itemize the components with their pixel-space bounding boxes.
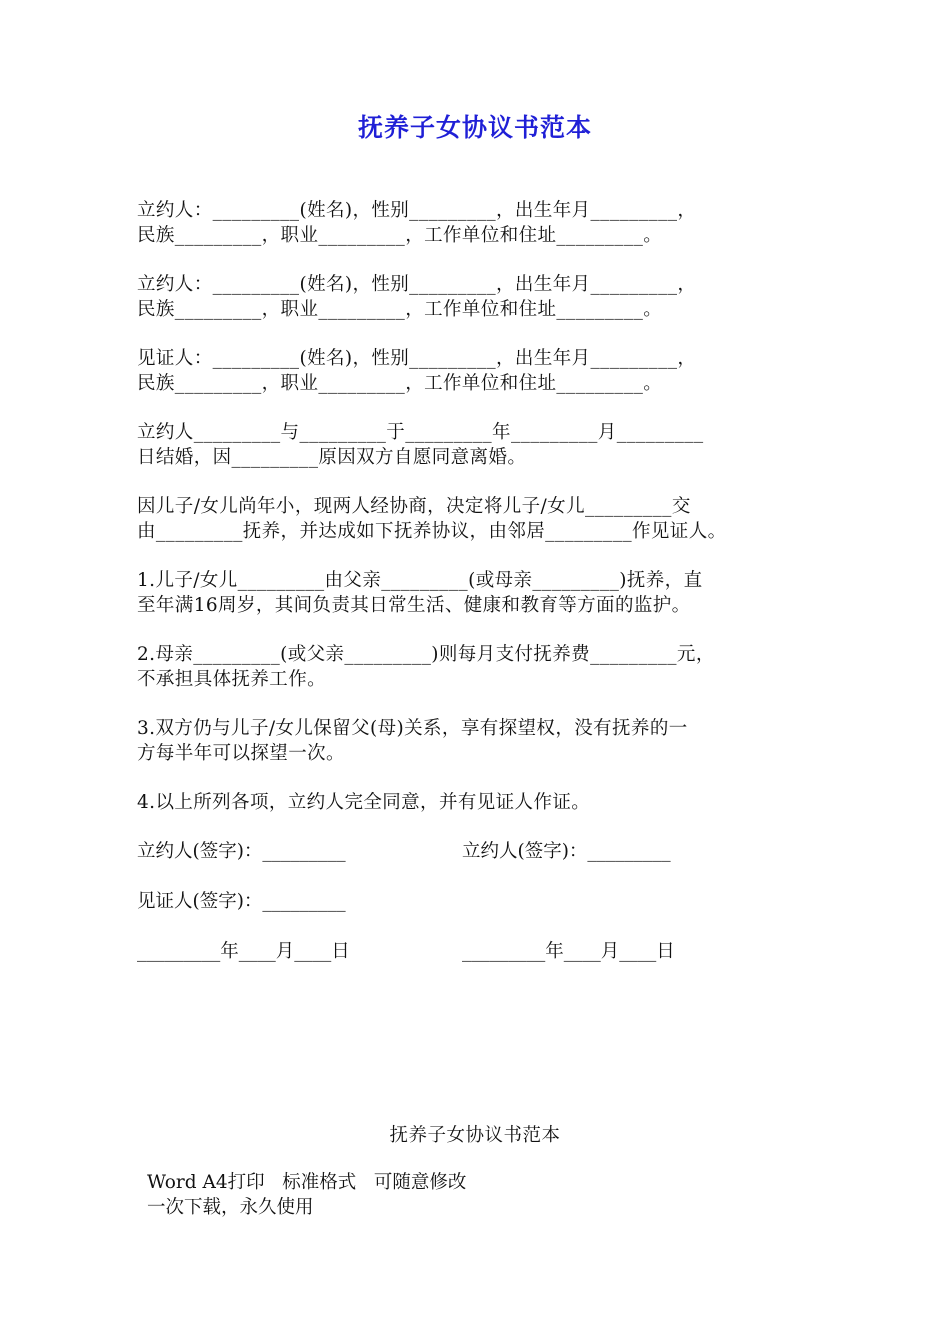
witness-signature: 见证人(签字)：_________ (137, 891, 346, 912)
footer-title: 抚养子女协议书范本 (389, 1125, 561, 1146)
witness-signature-row (137, 889, 827, 914)
party-b-info: 立约人：_________(姓名)，性别_________，出生年月_________， 民族_________，职业_________，工作单位和住址_________。 (137, 274, 697, 320)
footer-note-line2: 一次下载，永久使用 (147, 1197, 314, 1218)
clause-2: 2.母亲_________(或父亲_________)则每月支付抚养费_________元， 不承担具体抚养工作。 (137, 644, 715, 690)
date-right: _________年____月____日 (462, 941, 675, 962)
date-row (137, 939, 827, 964)
clause-3: 3.双方仍与儿子/女儿保留父(母)关系，享有探望权，没有抚养的一 方每半年可以探望一次。 (137, 718, 688, 764)
footer-note-line1: Word A4打印 标准格式 可随意修改 (147, 1172, 467, 1193)
clause-4: 4.以上所列各项，立约人完全同意，并有见证人作证。 (137, 792, 591, 813)
party-b-signature: 立约人(签字)：_________ (462, 841, 671, 862)
clause-1: 1.儿子/女儿_________由父亲_________(或母亲_________)抚养，直 至年满16周岁，其间负责其日常生活、健康和教育等方面的监护。 (137, 570, 703, 616)
document-body (137, 198, 827, 989)
party-a-signature: 立约人(签字)：_________ (137, 841, 346, 862)
agreement-preamble: 因儿子/女儿尚年小，现两人经协商，决定将儿子/女儿_________交 由_________抚养，并达成如下抚养协议，由邻居_________作见证人。 (137, 496, 727, 542)
footer-note (147, 1170, 466, 1220)
witness-info: 见证人：_________(姓名)，性别_________，出生年月_________， 民族_________，职业_________，工作单位和住址_________。 (137, 348, 697, 394)
document-title: 抚养子女协议书范本 (357, 113, 592, 142)
party-a-info: 立约人：_________(姓名)，性别_________，出生年月_________， 民族_________，职业_________，工作单位和住址_________。 (137, 200, 697, 246)
signature-row (137, 839, 827, 864)
marriage-clause: 立约人_________与_________于_________年_________月_________ 日结婚，因_________原因双方自愿同意离婚。 (137, 422, 704, 468)
date-left: _________年____月____日 (137, 941, 350, 962)
